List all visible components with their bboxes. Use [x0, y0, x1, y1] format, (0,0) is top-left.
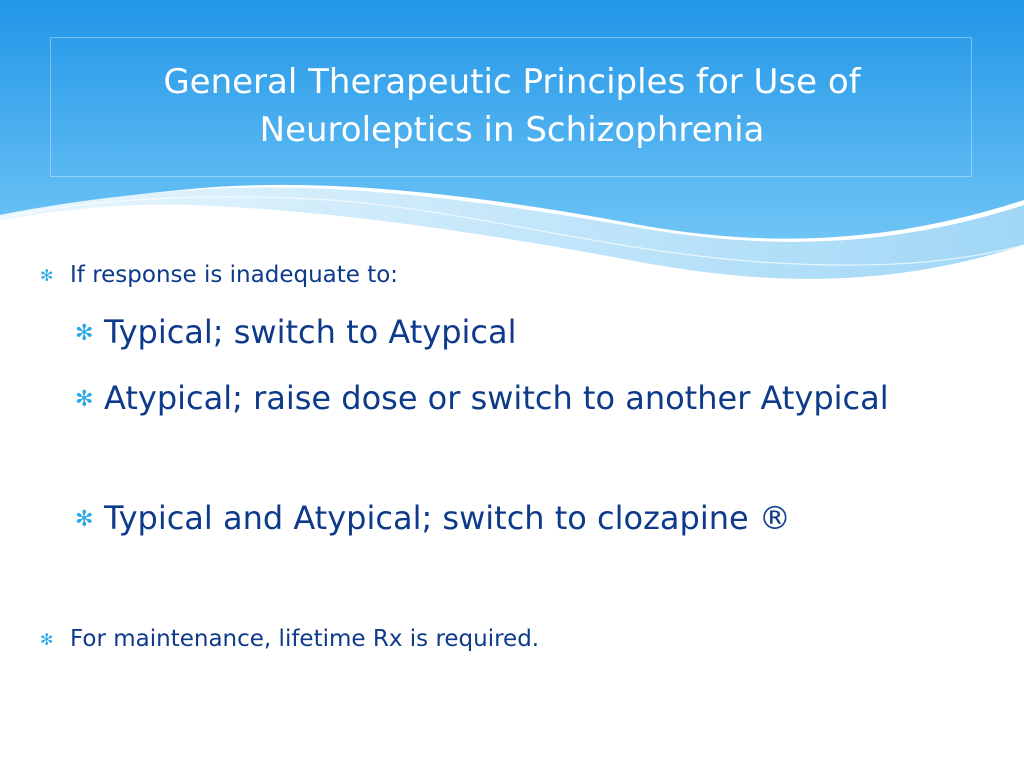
- sub-bullet-item: [75, 310, 955, 354]
- sub-bullet-text: Typical and Atypical; switch to clozapine ®: [104, 499, 791, 537]
- bullet-text: For maintenance, lifetime Rx is required.: [70, 626, 540, 652]
- slide-title: General Therapeutic Principles for Use of Neuroleptics in Schizophrenia: [163, 62, 861, 150]
- asterisk-bullet-icon: ✻: [75, 387, 94, 412]
- bullet-item: [40, 260, 980, 290]
- bullet-text: If response is inadequate to:: [70, 262, 399, 288]
- sub-bullet-text: Atypical; raise dose or switch to another Atypical: [104, 379, 889, 417]
- asterisk-bullet-icon: ✻: [75, 507, 94, 532]
- sub-bullet-text: Typical; switch to Atypical: [104, 313, 517, 351]
- sub-bullet-item: [75, 496, 975, 540]
- asterisk-bullet-icon: ✻: [75, 321, 94, 346]
- asterisk-bullet-icon: ✻: [40, 630, 54, 649]
- asterisk-bullet-icon: ✻: [40, 266, 54, 285]
- sub-bullet-item: [75, 376, 895, 420]
- bullet-item: [40, 624, 980, 654]
